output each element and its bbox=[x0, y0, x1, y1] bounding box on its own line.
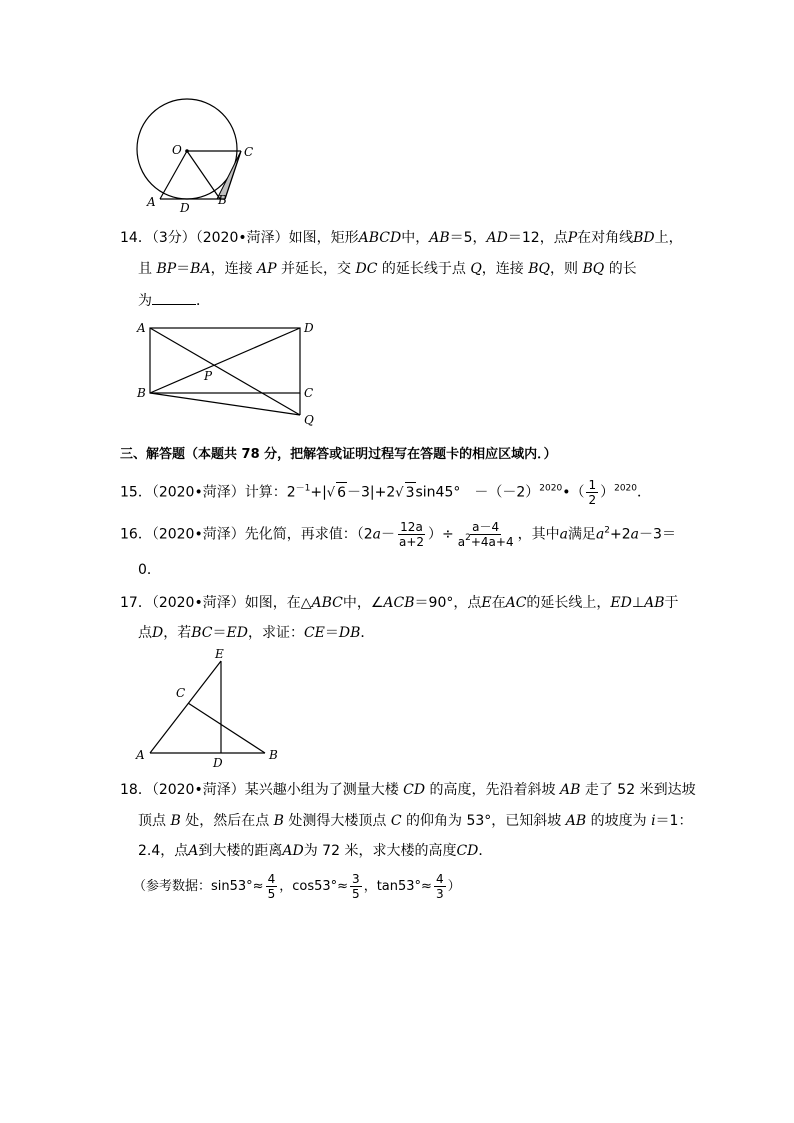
segment-ob bbox=[187, 151, 220, 199]
answer-blank[interactable] bbox=[152, 290, 196, 305]
q17-line2: 点D，若BC＝ED，求证：CE＝DB． bbox=[138, 625, 375, 641]
circle bbox=[137, 99, 237, 199]
shaded-region bbox=[217, 151, 241, 199]
q16-line1: 16．（2020•菏泽）先化简，再求值：（2a－ $\frac{12a}{a+2}$ ）÷ $\frac{a-4}{a^2+4a+4}$ ，其中a满足$a^2+2a-3=$ bbox=[120, 520, 676, 549]
segment-cb bbox=[225, 151, 241, 199]
segment-oa bbox=[160, 151, 187, 199]
label-a: A bbox=[136, 748, 145, 762]
label-o: O bbox=[172, 143, 182, 157]
q18-line3: 2.4，点A到大楼的距离AD为 72 米，求大楼的高度CD． bbox=[138, 843, 493, 859]
label-p: P bbox=[204, 369, 213, 383]
label-c: C bbox=[176, 686, 186, 700]
label-e: E bbox=[215, 647, 224, 661]
segment-cb bbox=[188, 703, 265, 753]
q18-line1: 18．（2020•菏泽）某兴趣小组为了测量大楼 CD 的高度，先沿着斜坡 AB 走了 52 米到达坡 bbox=[120, 782, 696, 798]
q16-line2: 0． bbox=[138, 562, 161, 578]
label-d: D bbox=[213, 756, 223, 770]
label-b: B bbox=[269, 748, 278, 762]
label-b: B bbox=[137, 386, 146, 400]
label-c: C bbox=[304, 386, 314, 400]
label-d: D bbox=[304, 321, 314, 335]
label-b: B bbox=[218, 193, 227, 207]
fraction-4-3: $\frac{4}{3}$ bbox=[435, 872, 444, 901]
fraction-a-4: $\frac{a-4}{a^2+4a+4}$ bbox=[457, 520, 514, 549]
label-d: D bbox=[180, 201, 190, 214]
label-a: A bbox=[137, 321, 146, 335]
center-point bbox=[185, 149, 189, 153]
fraction-4-5: $\frac{4}{5}$ bbox=[267, 872, 276, 901]
circle-figure bbox=[130, 96, 270, 214]
label-q: Q bbox=[304, 413, 314, 427]
section-heading: 三、解答题（本题共 78 分，把解答或证明过程写在答题卡的相应区域内．） bbox=[120, 447, 557, 462]
triangle-figure bbox=[132, 645, 282, 770]
q15-line: 15．（2020•菏泽）计算：$2^{-1}+|√$ 6－3|+2√ 3sin45° $-(-2)^{2020}•$（ $\frac{1}{2}$ ）$^{2020}$． bbox=[120, 478, 651, 507]
rectangle-figure bbox=[134, 318, 324, 428]
q14-line1: 14．（3分）（2020•菏泽）如图，矩形ABCD中，AB＝5，AD＝12，点P在对角线BD上， bbox=[120, 230, 683, 246]
fraction-3-5: $\frac{3}{5}$ bbox=[352, 872, 360, 901]
segment-bq bbox=[150, 393, 300, 415]
segment-ae bbox=[150, 661, 221, 753]
segment-bd bbox=[150, 328, 300, 393]
q14-line2: 且 BP＝BA，连接 AP 并延长，交 DC 的延长线于点 Q，连接 BQ，则 BQ 的长 bbox=[138, 261, 637, 277]
segment-aq bbox=[150, 328, 300, 415]
fraction-half: $\frac{1}{2}$ bbox=[588, 478, 597, 507]
q18-reference: （参考数据：sin53°≈ $\frac{4}{5}$ ，cos53°≈ $\frac{3}{5}$ ，tan53°≈ $\frac{4}{3}$ ） bbox=[133, 872, 461, 901]
q17-line1: 17．（2020•菏泽）如图，在△ABC中，∠ACB＝90°，点E在AC的延长线上，ED⊥AB于 bbox=[120, 595, 679, 611]
label-a: A bbox=[147, 195, 156, 209]
q18-line2: 顶点 B 处，然后在点 B 处测得大楼顶点 C 的仰角为 53°，已知斜坡 AB 的坡度为 i＝1： bbox=[138, 813, 693, 829]
q14-line3: 为 ． bbox=[138, 290, 210, 311]
fraction-12a: $\frac{12a}{a+2}$ bbox=[398, 520, 425, 549]
label-c: C bbox=[244, 145, 254, 159]
